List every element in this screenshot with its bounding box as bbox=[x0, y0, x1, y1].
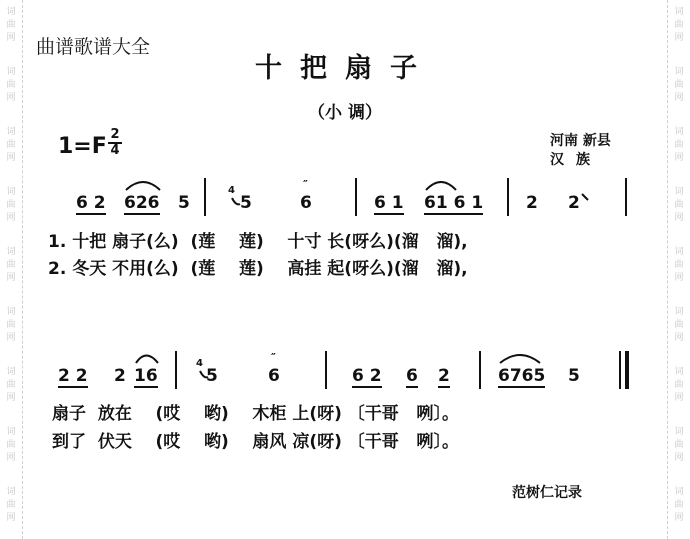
note: 5 bbox=[240, 193, 252, 213]
watermark-char: 词 bbox=[674, 487, 684, 497]
breath-mark bbox=[582, 194, 588, 200]
watermark-char: 网 bbox=[674, 333, 684, 343]
watermark-char: 网 bbox=[674, 153, 684, 163]
note: 2 bbox=[114, 366, 126, 386]
note-group: 6 1 bbox=[374, 193, 404, 213]
watermark-char: 网 bbox=[674, 33, 684, 43]
slur bbox=[426, 182, 456, 190]
time-signature-top: 2 bbox=[110, 127, 120, 142]
watermark-char: 词 bbox=[674, 7, 684, 17]
note-group: 2 bbox=[438, 366, 450, 386]
watermark-char: 词 bbox=[674, 127, 684, 137]
slur bbox=[126, 182, 160, 190]
lyric-verse-2: 到了 伏天 (哎 哟) 扇风 凉(呀) 〔干哥 咧〕。 bbox=[52, 432, 460, 452]
time-signature-bottom: 4 bbox=[110, 143, 120, 158]
watermark-char: 曲 bbox=[6, 140, 16, 150]
note-group: 61 6 1 bbox=[424, 193, 484, 213]
watermark-char: 网 bbox=[674, 93, 684, 103]
watermark-char: 曲 bbox=[6, 80, 16, 90]
watermark-char: 词 bbox=[6, 487, 16, 497]
watermark-char: 曲 bbox=[6, 260, 16, 270]
grace-note: 4 bbox=[228, 185, 235, 196]
watermark-char: 网 bbox=[674, 513, 684, 523]
watermark-char: 词 bbox=[6, 427, 16, 437]
watermark-char: 词 bbox=[6, 67, 16, 77]
note-group: 2 2 bbox=[58, 366, 88, 386]
watermark-char: 曲 bbox=[6, 500, 16, 510]
watermark-char: 网 bbox=[6, 93, 16, 103]
watermark-char: 曲 bbox=[6, 20, 16, 30]
note: 5 bbox=[178, 193, 190, 213]
song-title: 十把扇子 bbox=[255, 53, 435, 84]
watermark-char: 词 bbox=[6, 307, 16, 317]
note: 5 bbox=[568, 366, 580, 386]
grace-note: 4 bbox=[196, 358, 203, 369]
watermark-char: 曲 bbox=[674, 500, 684, 510]
watermark-char: 词 bbox=[674, 247, 684, 257]
watermark-char: 曲 bbox=[674, 260, 684, 270]
slur bbox=[500, 355, 540, 363]
watermark-char: 曲 bbox=[674, 140, 684, 150]
song-nation: 汉族 bbox=[550, 152, 602, 168]
watermark-char: 曲 bbox=[674, 380, 684, 390]
watermark-char: 网 bbox=[674, 273, 684, 283]
watermark-char: 词 bbox=[674, 427, 684, 437]
watermark-char: 词 bbox=[6, 7, 16, 17]
watermark-char: 网 bbox=[6, 333, 16, 343]
watermark-char: 曲 bbox=[674, 200, 684, 210]
note: 2 bbox=[526, 193, 538, 213]
watermark-char: 网 bbox=[674, 453, 684, 463]
note-group: 6 bbox=[406, 366, 418, 386]
watermark-char: 网 bbox=[674, 213, 684, 223]
note: 2 bbox=[568, 193, 580, 213]
watermark-char: 曲 bbox=[674, 440, 684, 450]
note: 6 bbox=[268, 366, 280, 386]
lyric-verse-1: 扇子 放在 (哎 哟) 木柜 上(呀) 〔干哥 咧〕。 bbox=[52, 404, 460, 424]
lyric-verse-2: 2. 冬天 不用(么) (莲 莲) 高挂 起(呀么)(溜 溜), bbox=[48, 259, 468, 279]
watermark-char: 词 bbox=[674, 367, 684, 377]
note: 6 bbox=[300, 193, 312, 213]
watermark-char: 词 bbox=[6, 367, 16, 377]
note-group: 6 2 bbox=[76, 193, 106, 213]
watermark-char: 词 bbox=[674, 307, 684, 317]
note: 5 bbox=[206, 366, 218, 386]
note-group: 16 bbox=[134, 366, 158, 386]
watermark-char: 词 bbox=[6, 127, 16, 137]
watermark-char: 网 bbox=[6, 393, 16, 403]
watermark-char: 网 bbox=[6, 273, 16, 283]
watermark-char: 曲 bbox=[674, 320, 684, 330]
watermark-char: 曲 bbox=[674, 20, 684, 30]
watermark-char: 网 bbox=[674, 393, 684, 403]
watermark-char: 网 bbox=[6, 213, 16, 223]
watermark-char: 网 bbox=[6, 513, 16, 523]
watermark-char: 词 bbox=[674, 187, 684, 197]
accent-mark: ″ bbox=[271, 351, 276, 364]
watermark-char: 曲 bbox=[6, 320, 16, 330]
song-genre: （小 调） bbox=[308, 103, 382, 123]
watermark-char: 网 bbox=[6, 453, 16, 463]
key-signature: 1=F bbox=[58, 134, 107, 159]
note-group: 6765 bbox=[498, 366, 546, 386]
slur bbox=[136, 356, 158, 364]
note-group: 626 bbox=[124, 193, 160, 213]
watermark-char: 网 bbox=[6, 33, 16, 43]
accent-mark: ″ bbox=[303, 178, 308, 191]
watermark-char: 曲 bbox=[6, 200, 16, 210]
watermark-char: 网 bbox=[6, 153, 16, 163]
song-origin: 河南 新县 bbox=[550, 133, 611, 149]
watermark-char: 词 bbox=[6, 247, 16, 257]
grace-tie bbox=[232, 198, 240, 204]
watermark-char: 曲 bbox=[674, 80, 684, 90]
watermark-char: 曲 bbox=[6, 440, 16, 450]
watermark-char: 词 bbox=[6, 187, 16, 197]
lyric-verse-1: 1. 十把 扇子(么) (莲 莲) 十寸 长(呀么)(溜 溜), bbox=[48, 232, 468, 252]
watermark-char: 曲 bbox=[6, 380, 16, 390]
grace-tie bbox=[200, 371, 208, 377]
note-group: 6 2 bbox=[352, 366, 382, 386]
transcriber-credit: 范树仁记录 bbox=[512, 485, 582, 501]
watermark-char: 词 bbox=[674, 67, 684, 77]
site-name: 曲谱歌谱大全 bbox=[36, 36, 151, 58]
